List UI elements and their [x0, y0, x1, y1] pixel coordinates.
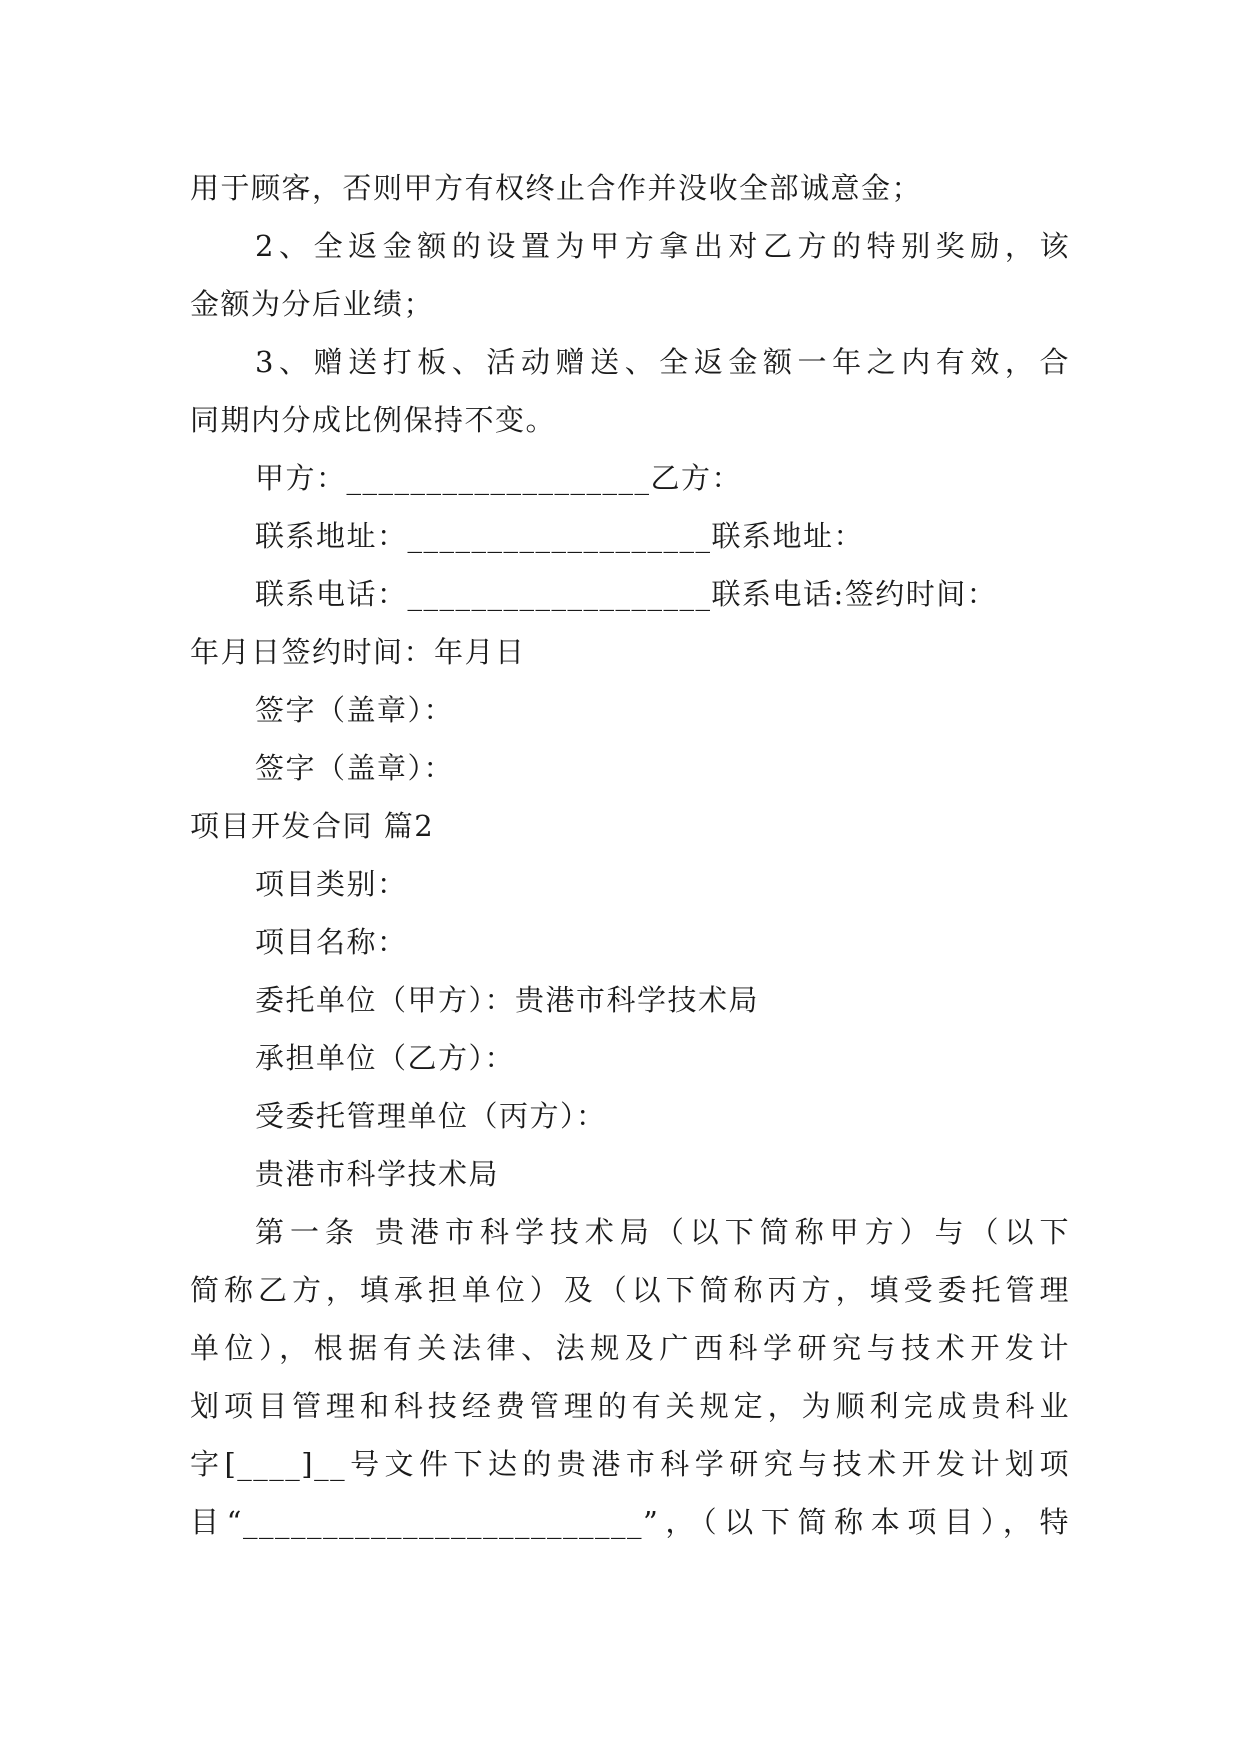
project-name-line: 项目名称：: [255, 925, 408, 959]
text-line: 目“_________________________”，（以下简称本项目），特: [190, 1505, 1070, 1539]
text-line: 单位），根据有关法律、法规及广西科学研究与技术开发计: [190, 1331, 1070, 1365]
text-line: 3、赠送打板、活动赠送、全返金额一年之内有效，合: [255, 345, 1070, 379]
article-one-line: 第一条 贵港市科学技术局（以下简称甲方）与（以下: [255, 1215, 1070, 1249]
text-line: 同期内分成比例保持不变。: [190, 403, 557, 437]
text-line: 2、全返金额的设置为甲方拿出对乙方的特别奖励，该: [255, 229, 1070, 263]
text-line: 划项目管理和科技经费管理的有关规定，为顺利完成贵科业: [190, 1389, 1070, 1423]
signature-seal-line: 签字（盖章）：: [255, 751, 455, 785]
phone-line: 联系电话：___________________联系电话:签约时间：: [255, 577, 998, 611]
signature-seal-line: 签字（盖章）：: [255, 693, 455, 727]
text-line: 用于顾客，否则甲方有权终止合作并没收全部诚意金；: [190, 171, 923, 205]
signature-line-party-a: 甲方：___________________乙方：: [255, 461, 743, 495]
undertaking-party-line: 承担单位（乙方）：: [255, 1041, 516, 1075]
date-line: 年月日签约时间：年月日: [190, 635, 526, 669]
text-line: 简称乙方，填承担单位）及（以下简称丙方，填受委托管理: [190, 1273, 1070, 1307]
project-category-line: 项目类别：: [255, 867, 408, 901]
section-heading: 项目开发合同 篇2: [190, 809, 435, 843]
managing-party-line: 受委托管理单位（丙方）：: [255, 1099, 607, 1133]
text-line: 金额为分后业绩；: [190, 287, 435, 321]
text-line: 贵港市科学技术局: [255, 1157, 500, 1191]
entrusting-party-line: 委托单位（甲方）：贵港市科学技术局: [255, 983, 760, 1017]
text-line: 字[____]__号文件下达的贵港市科学研究与技术开发计划项: [190, 1447, 1070, 1481]
address-line: 联系地址：___________________联系地址：: [255, 519, 865, 553]
